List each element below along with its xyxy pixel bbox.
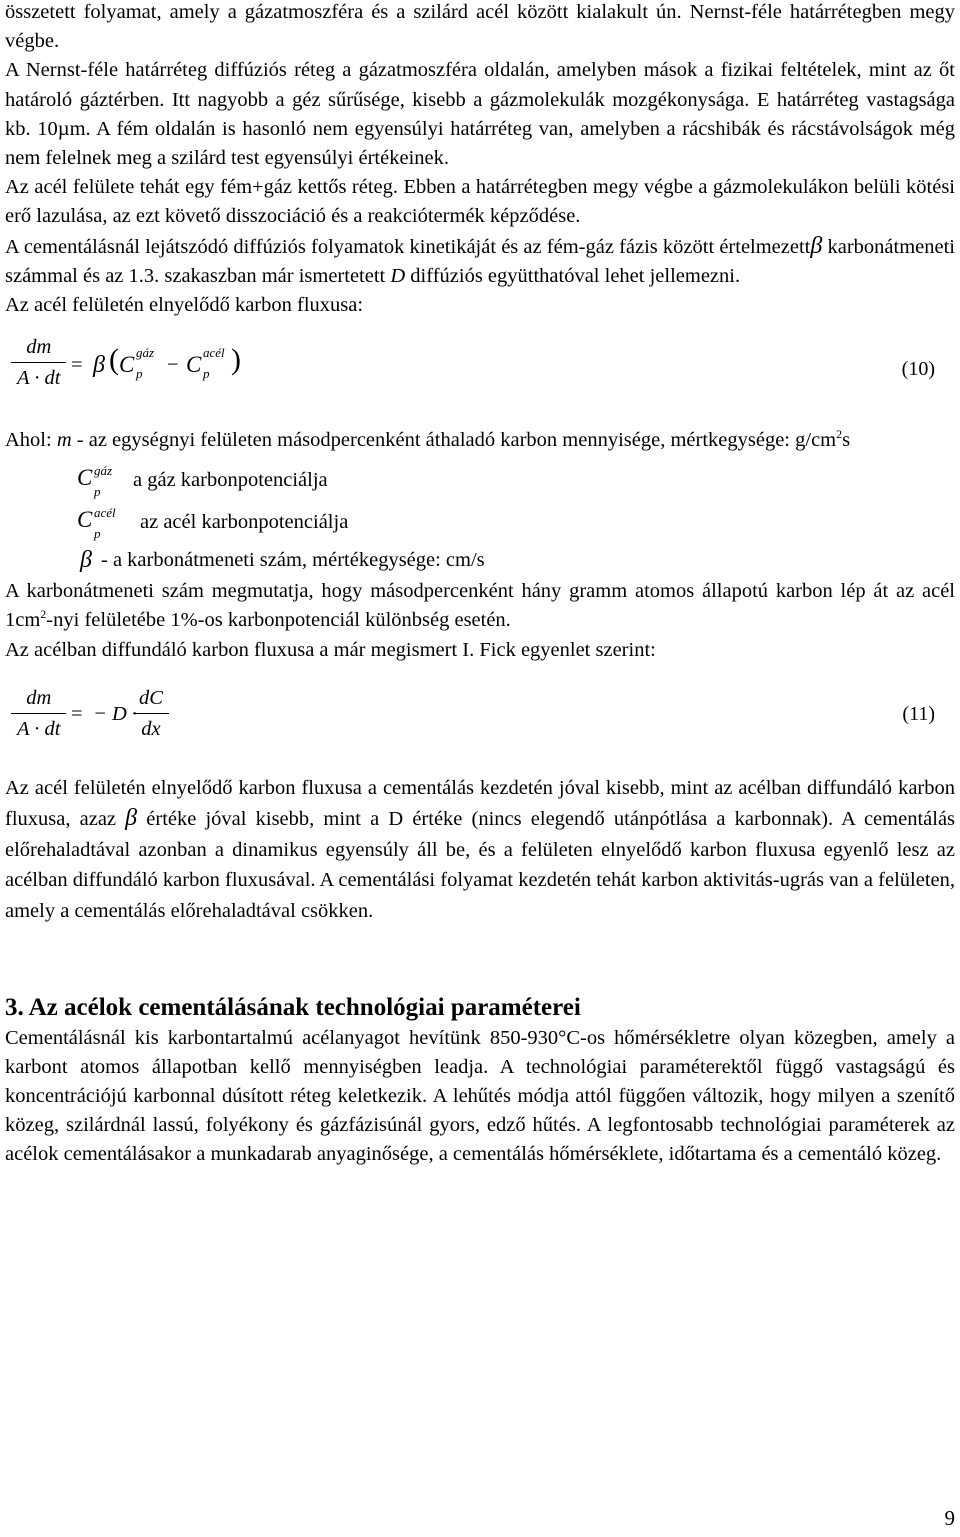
def-c-gas-text: a gáz karbonpotenciálja — [133, 469, 328, 492]
def-c-steel-letter: C — [77, 507, 93, 533]
eq11-numerator-right: dC — [139, 686, 163, 709]
d-symbol: D — [390, 264, 406, 287]
definition-label: Ahol: — [5, 429, 52, 452]
comparison-beta: β — [125, 805, 138, 832]
transfer-exponent: 2 — [40, 607, 47, 622]
paragraph-fick-intro: Az acélban diffundáló karbon fluxusa a már megismert I. Fick egyenlet szerint: — [5, 638, 656, 661]
eq11-minus-d: − D · — [93, 702, 138, 725]
paragraph-section-body: Cementálásnál kis karbontartalmú acélanyagot hevítünk 850-930°C-os hőmérsékletre olyan közegben, amely a karbont atomos állapotban kellő mennyiségben leadja. A technológiai paraméterektől függő vastagságú és koncentrációjú karbonnal dúsított réteg keletkezik. A lehűtés módja attól függően változik, hogy milyen a szenítő közeg, szilárdnál lassú, folyékony és gázfázisúnál gyors, edző hűtés. A legfontosabb technológiai paraméterek az acélok cementálásakor a munkadarab anyaginősége, a cementálás hőmérséklete, időtartama és a cementáló közeg. — [5, 1027, 955, 1166]
def-c-steel-sub: p — [94, 526, 101, 542]
transfer-text-b: -nyi felületébe 1%-os karbonpotenciál különbség esetén. — [46, 609, 511, 632]
eq10-sup-steel: acél — [203, 345, 225, 361]
definition-m — [5, 426, 955, 455]
definition-m-exponent: 2 — [836, 427, 843, 442]
kinetics-text-b: karbonátmeneti számmal és az 1.3. szakaszban már ismertetett — [5, 235, 955, 287]
eq11-denominator-left: A · dt — [17, 717, 61, 740]
eq10-denominator: A · dt — [17, 367, 61, 390]
transfer-text-a: A karbonátmeneti szám megmutatja, hogy másodpercenként hány gramm atomos állapotú karbon lép át az acél 1cm — [5, 580, 955, 632]
eq10-numerator: dm — [26, 336, 52, 359]
def-c-steel-text: az acél karbonpotenciálja — [140, 511, 349, 534]
def-beta-symbol: β — [80, 547, 92, 574]
eq10-sub-p2: p — [203, 366, 210, 382]
eq10-rparen: ) — [231, 343, 241, 377]
eq10-number: (10) — [901, 358, 935, 381]
def-c-gas-sup: gáz — [94, 463, 113, 479]
definition-beta — [5, 543, 955, 577]
eq11-numerator-left: dm — [26, 686, 52, 709]
eq10-lparen: ( — [109, 343, 119, 377]
eq11-fraction-left — [11, 683, 66, 744]
def-c-gas-symbol — [77, 463, 113, 500]
definition-m-unit-tail: s — [842, 429, 851, 452]
eq10-sup-gas: gáz — [136, 345, 155, 361]
paragraph-flux-comparison — [5, 773, 955, 927]
section-heading: 3. Az acélok cementálásának technológiai paraméterei — [5, 994, 581, 1022]
eq11-denominator-right: dx — [141, 717, 161, 740]
beta-symbol: β — [810, 232, 823, 259]
kinetics-text-a: A cementálásnál lejátszódó diffúziós folyamatok kinetikáját és az fém-gáz fázis között értelmezett — [5, 235, 811, 258]
eq10-fraction — [11, 332, 66, 393]
eq10-sub-p1: p — [136, 366, 143, 382]
comparison-text-a: Az acél felületén elnyelődő karbon fluxusa a cementálás kezdetén jóval kisebb, mint az acélban diffundáló karbon fluxusa, azaz — [5, 776, 955, 831]
definitions-block — [5, 426, 955, 577]
paragraph-nernst-layer: A Nernst-féle határréteg diffúziós réteg a gázatmoszféra oldalán, amelyben mások a fizikai feltételek, mint az őt határoló gáztérben. Itt nagyobb a géz sűrűsége, kisebb a gázmolekulák mozgékonysága. E határréteg vastagsága kb. 10µm. A fém oldalán is hasonló nem egyensúlyi határréteg van, amelyben a rácshibák és rácstávolságok még nem felelnek meg a szilárd test egyensúlyi értékeinek. — [5, 59, 955, 170]
paragraph-intro: összetett folyamat, amely a gázatmoszféra és a szilárd acél között kialakult ún. Nernst-féle határrétegben megy végbe. — [5, 1, 955, 53]
comparison-text-b: értéke jóval kisebb, mint a D értéke (nincs elegendő utánpótlása a karbonnak). A cementálás előrehaladtával azonban a dinamikus egyensúly áll be, és a felületen elnyelődő karbon fluxusa egyenlő lesz az acélban diffundáló karbon fluxusával. A cementálási folyamat kezdetén tehát karbon aktivitás-ugrás van a felületen, amely a cementálás előrehaladtával csökken. — [5, 808, 956, 922]
eq10-c-gas — [119, 345, 155, 382]
eq11-number: (11) — [902, 702, 935, 725]
definition-m-text: - az egységnyi felületen másodpercenként áthaladó karbon mennyisége, mértkegysége: g/cm — [76, 429, 837, 452]
def-beta-text: - a karbonátmeneti szám, mértékegysége: cm/s — [101, 549, 485, 572]
def-c-steel-sup: acél — [94, 505, 116, 521]
def-c-gas-sub: p — [94, 484, 101, 500]
eq10-beta: β — [93, 352, 105, 379]
equation-11 — [5, 683, 955, 759]
document-page — [5, 0, 955, 1169]
eq10-c-gas-letter: C — [119, 352, 135, 378]
equation-10 — [5, 332, 955, 410]
paragraph-transfer-number — [5, 577, 955, 635]
def-c-steel-symbol — [77, 505, 116, 542]
m-symbol: m — [56, 429, 72, 452]
definition-c-gas — [5, 459, 955, 501]
paragraph-double-layer: Az acél felülete tehát egy fém+gáz kettős réteg. Ebben a határrétegben megy végbe a gázmolekulákon belüli kötési erő lazulása, az ezt követő disszociáció és a reakciótermék képződése. — [5, 176, 955, 228]
eq10-c-steel — [186, 345, 225, 382]
eq11-equals: = — [71, 702, 83, 725]
kinetics-text-c: diffúziós együtthatóval lehet jellemezni. — [410, 264, 741, 287]
def-c-gas-letter: C — [77, 465, 93, 491]
paragraph-kinetics — [5, 232, 955, 291]
eq10-equals: = — [71, 354, 83, 377]
eq10-c-steel-letter: C — [186, 352, 202, 378]
definition-c-steel — [5, 501, 955, 543]
page-number: 9 — [944, 1506, 955, 1530]
eq10-minus: − — [167, 354, 179, 377]
paragraph-flux-intro: Az acél felületén elnyelődő karbon fluxusa: — [5, 294, 364, 317]
eq11-fraction-right — [133, 683, 169, 744]
